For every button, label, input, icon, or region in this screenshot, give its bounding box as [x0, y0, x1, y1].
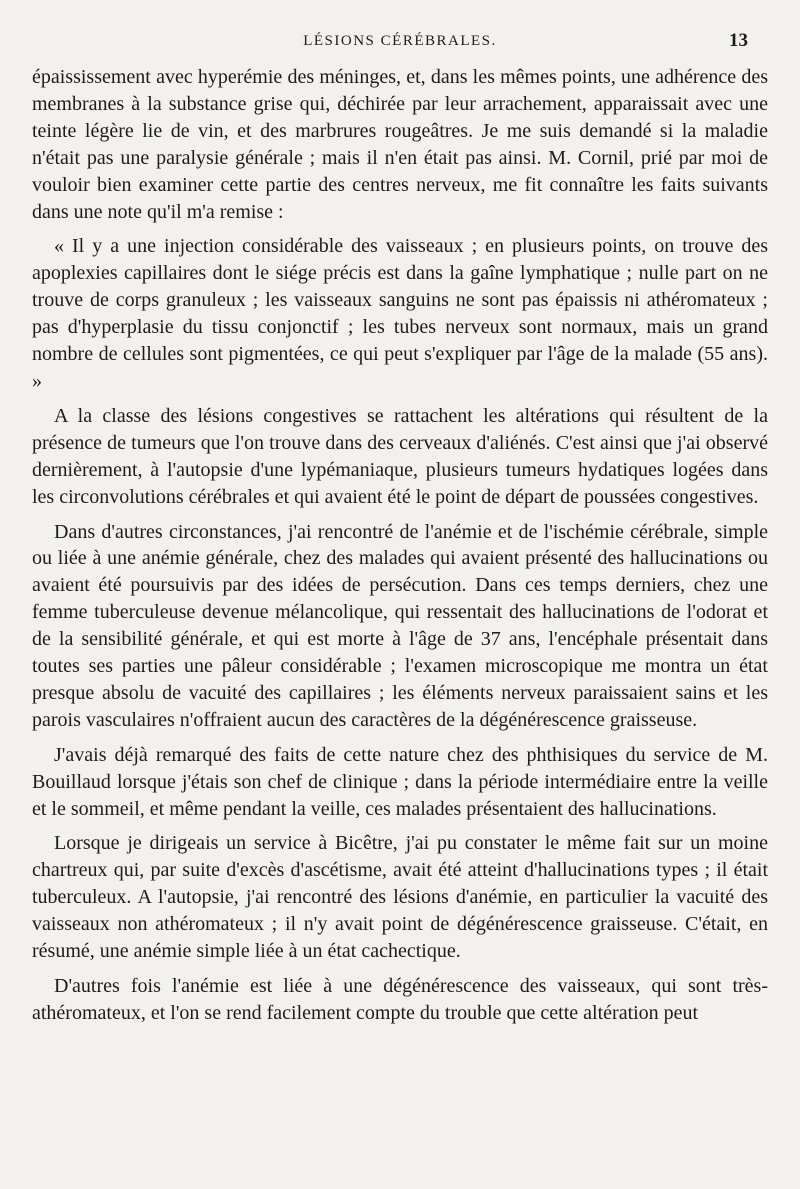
paragraph: D'autres fois l'anémie est liée à une dégénérescence des vaisseaux, qui sont très-athéromateux, et l'on se rend facilement compte du trouble que cette altération peut [32, 975, 768, 1024]
quotation-paragraph: « Il y a une injection considérable des vaisseaux ; en plusieurs points, on trouve des apoplexies capillaires dont le siége précis est dans la gaîne lymphatique ; nulle part on ne trouve de corps granuleux ; les vaisseaux sanguins ne sont pas épaissis ni athéromateux ; pas d'hyperplasie du tissu conjonctif ; les tubes nerveux sont normaux, mais un grand nombre de cellules sont pigmentées, ce qui peut s'expliquer par l'âge de la malade (55 ans). » [32, 235, 768, 392]
paragraph-continuation: épaississement avec hyperémie des méninges, et, dans les mêmes points, une adhérence des membranes à la substance grise qui, déchirée par leur arrachement, apparaissait avec une teinte légère lie de vin, et des marbrures rougeâtres. Je me suis demandé si la maladie n'était pas une paralysie générale ; mais il n'en était pas ainsi. M. Cornil, prié par moi de vouloir bien examiner cette partie des centres nerveux, me fit connaître les faits suivants dans une note qu'il m'a remise : [32, 66, 768, 223]
paragraph: Lorsque je dirigeais un service à Bicêtre, j'ai pu constater le même fait sur un moine chartreux qui, par suite d'excès d'ascétisme, avait été atteint d'hallucinations types ; il était tuberculeux. A l'autopsie, j'ai rencontré des lésions d'anémie, en particulier la vacuité des vaisseaux non athéromateux ; il n'y avait point de dégénérescence graisseuse. C'était, en résumé, une anémie simple liée à un état cachectique. [32, 832, 768, 963]
page-number: 13 [729, 30, 748, 51]
paragraph: A la classe des lésions congestives se rattachent les altérations qui résultent de la présence de tumeurs que l'on trouve dans des cerveaux d'aliénés. C'est ainsi que j'ai observé dernièrement, à l'autopsie d'une lypémaniaque, plusieurs tumeurs hydatiques logées dans les circonvolutions cérébrales et qui avaient été le point de départ de poussées congestives. [32, 404, 768, 508]
running-head [0, 30, 800, 56]
body-text [32, 64, 768, 1027]
paragraph: J'avais déjà remarqué des faits de cette nature chez des phthisiques du service de M. Bouillaud lorsque j'étais son chef de clinique ; dans la période intermédiaire entre la veille et le sommeil, et même pendant la veille, ces malades présentaient des hallucinations. [32, 743, 768, 820]
paragraph: Dans d'autres circonstances, j'ai rencontré de l'anémie et de l'ischémie cérébrale, simple ou liée à une anémie générale, chez des malades qui avaient présenté des hallucinations ou avaient été poursuivis par des idées de persécution. Dans ces temps derniers, chez une femme tuberculeuse devenue mélancolique, qui ressentait des hallucinations de l'odorat et de la sensibilité générale, et qui est morte à l'âge de 37 ans, l'encéphale présentait dans toutes ses parties une pâleur considérable ; l'examen microscopique me montra un état presque absolu de vacuité des capillaires ; les éléments nerveux paraissaient sains et les parois vasculaires n'offraient aucun des caractères de la dégénérescence graisseuse. [32, 520, 768, 731]
running-title: LÉSIONS CÉRÉBRALES. [303, 33, 497, 49]
